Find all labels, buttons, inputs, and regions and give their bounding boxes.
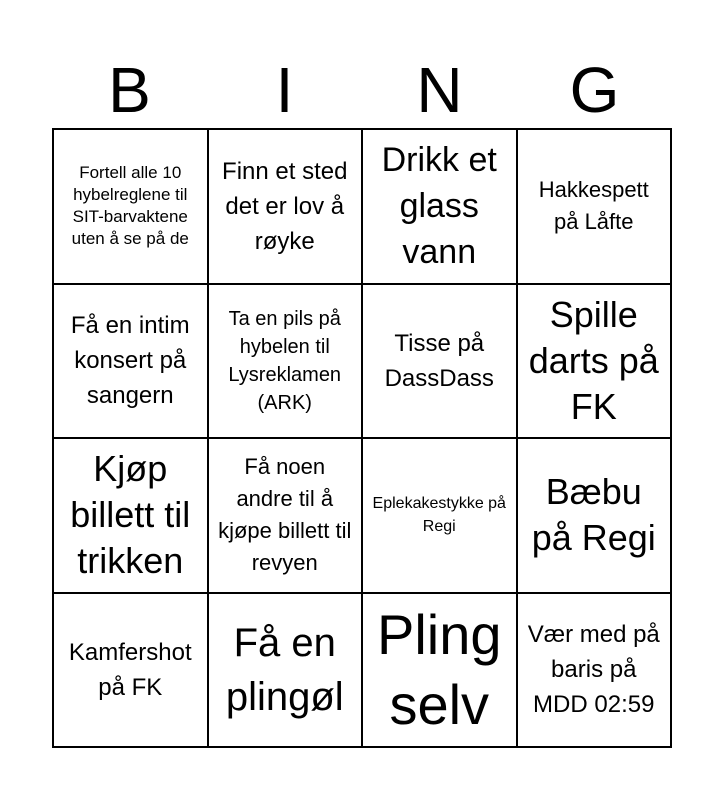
bingo-cell-r2c1[interactable]: [54, 285, 209, 440]
bingo-cell-r4c1[interactable]: [54, 594, 209, 749]
bingo-cell-r2c3[interactable]: [363, 285, 518, 440]
cell-text: Få en plingøl: [225, 620, 344, 719]
bingo-cell-r3c2[interactable]: [209, 439, 364, 594]
cell-text: Fortell alle 10 hybelreglene til SIT-barvaktene uten å se på de: [71, 163, 189, 249]
header-letter-n: N: [416, 54, 463, 126]
cell-text: Eplekakestykke på Regi: [372, 495, 506, 536]
cell-text: Hakkespett på Låfte: [538, 177, 649, 235]
bingo-card-grid: [52, 128, 672, 748]
bingo-cell-r4c4[interactable]: [518, 594, 673, 749]
cell-text: Bæbu på Regi: [531, 471, 656, 559]
bingo-cell-r3c3[interactable]: [363, 439, 518, 594]
cell-text: Tisse på DassDass: [384, 329, 494, 392]
bingo-cell-r4c3[interactable]: [363, 594, 518, 749]
cell-text: Drikk et glass vann: [381, 141, 497, 272]
bingo-cell-r2c2[interactable]: [209, 285, 364, 440]
bingo-cell-r3c1[interactable]: [54, 439, 209, 594]
bingo-header: [52, 52, 672, 128]
cell-text: Pling selv: [376, 602, 502, 736]
cell-text: Vær med på baris på MDD 02:59: [527, 621, 660, 719]
bingo-cell-r2c4[interactable]: [518, 285, 673, 440]
cell-text: Få en intim konsert på sangern: [70, 312, 190, 410]
header-letter-b: B: [108, 54, 151, 126]
cell-text: Kamfershot på FK: [68, 638, 192, 701]
header-letter-i: I: [275, 54, 294, 126]
cell-text: Få noen andre til å kjøpe billett til revyen: [218, 454, 352, 576]
cell-text: Kjøp billett til trikken: [70, 448, 191, 582]
bingo-cell-r1c1[interactable]: [54, 130, 209, 285]
cell-text: Finn et sted det er lov å røyke: [222, 157, 348, 255]
bingo-cell-r1c3[interactable]: [363, 130, 518, 285]
bingo-cell-r3c4[interactable]: [518, 439, 673, 594]
bingo-cell-r1c4[interactable]: [518, 130, 673, 285]
header-letter-g: G: [569, 54, 620, 126]
bingo-cell-r4c2[interactable]: [209, 594, 364, 749]
bingo-cell-r1c2[interactable]: [209, 130, 364, 285]
cell-text: Ta en pils på hybelen til Lysreklamen (ARK): [228, 307, 342, 414]
cell-text: Spille darts på FK: [528, 293, 659, 427]
